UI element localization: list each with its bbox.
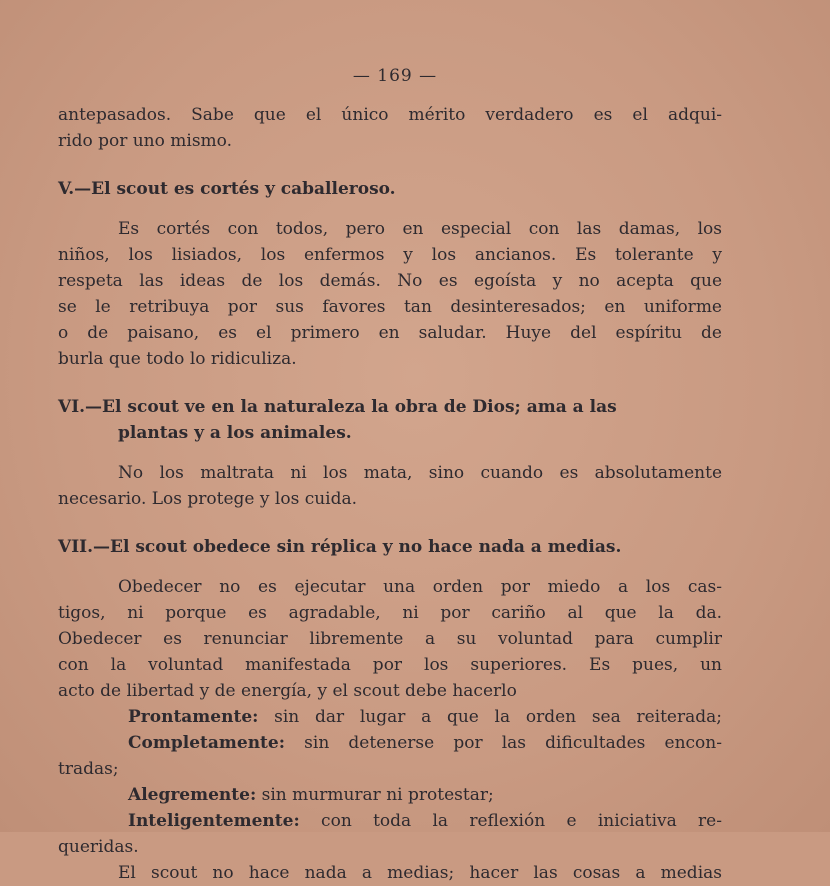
text-line: burla que todo lo ridiculiza. [58,349,297,369]
list-item-lead: Inteligentemente: [128,811,300,831]
text-line: Obedecer es renunciar libremente a su voluntad para cumplir [58,629,722,649]
text-line: respeta las ideas de los demás. No es egoísta y no acepta que [58,271,722,291]
list-item-lead: Prontamente: [128,707,259,727]
section-heading-vi-cont: plantas y a los animales. [118,423,352,443]
list-item [58,808,722,834]
section-heading-v: V.—El scout es cortés y caballeroso. [58,179,396,199]
text-line: antepasados. Sabe que el único mérito verdadero es el adqui- [58,105,722,125]
list-item [58,704,722,730]
text-line: El scout no hace nada a medias; hacer las cosas a medias [118,863,722,883]
list-item-text: sin detenerse por las dificultades encon- [285,733,722,753]
list-item-lead: Alegremente: [128,785,257,805]
text-line: o de paisano, es el primero en saludar. Huye del espíritu de [58,323,722,343]
list-item-text: con toda la reflexión e iniciativa re- [299,811,722,831]
text-line: se le retribuya por sus favores tan desinteresados; en uniforme [58,297,722,317]
text-line: acto de libertad y de energía, y el scout debe hacerlo [58,681,517,701]
text-line: niños, los lisiados, los enfermos y los ancianos. Es tolerante y [58,245,722,265]
list-item-text: sin dar lugar a que la orden sea reiterada; [258,707,722,727]
body-text [58,102,722,886]
section-heading-vi: VI.—El scout ve en la naturaleza la obra de Dios; ama a las [58,397,617,417]
text-line: rido por uno mismo. [58,131,233,151]
text-line: Es cortés con todos, pero en especial con las damas, los [118,219,722,239]
text-line: tigos, ni porque es agradable, ni por cariño al que la da. [58,603,722,623]
text-line: No los maltrata ni los mata, sino cuando es absolutamente [118,463,722,483]
list-item-text: sin murmurar ni protestar; [256,785,494,805]
list-item [58,782,722,808]
text-line: necesario. Los protege y los cuida. [58,489,358,509]
list-item [58,730,722,756]
page-number: — 169 — [352,66,438,86]
text-line: tradas; [58,759,119,779]
text-line: Obedecer no es ejecutar una orden por miedo a los cas- [118,577,722,597]
section-heading-vii: VII.—El scout obedece sin réplica y no hace nada a medias. [58,537,622,557]
list-item-lead: Completamente: [128,733,285,753]
text-line: con la voluntad manifestada por los superiores. Es pues, un [58,655,722,675]
text-line: queridas. [58,837,139,857]
